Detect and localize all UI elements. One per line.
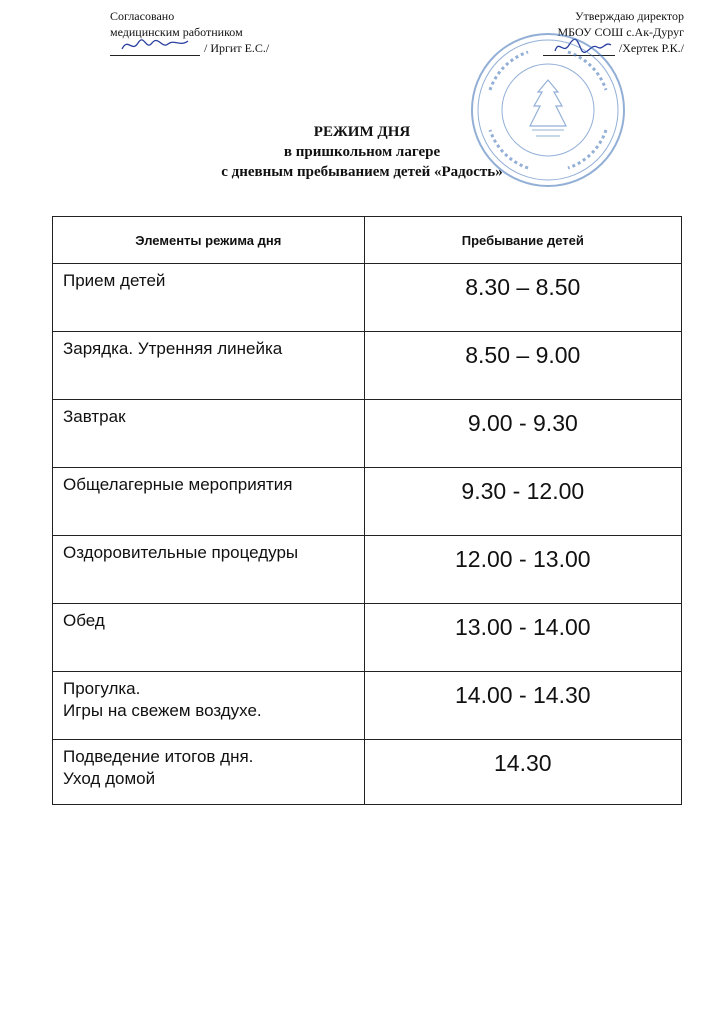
table-header-row <box>53 217 682 264</box>
table-row <box>53 672 682 740</box>
table-row <box>53 740 682 805</box>
title-line1: РЕЖИМ ДНЯ <box>313 124 411 140</box>
approval-right-signer: /Хертек Р.К./ <box>618 41 684 55</box>
time-cell: 9.00 - 9.30 <box>364 400 681 468</box>
activity-cell: Оздоровительные процедуры <box>53 536 365 604</box>
document-title <box>0 122 724 182</box>
signature-line-left <box>110 41 200 56</box>
time-cell: 8.30 – 8.50 <box>364 264 681 332</box>
signature-left <box>120 35 190 55</box>
time-cell: 14.30 <box>364 740 681 805</box>
table-row <box>53 536 682 604</box>
approval-left-line2: медицинским работником <box>110 25 243 39</box>
approval-left-line1: Согласовано <box>110 9 175 23</box>
time-cell: 14.00 - 14.30 <box>364 672 681 740</box>
title-line3: с дневным пребыванием детей «Радость» <box>221 164 503 180</box>
approval-right-line1: Утверждаю директор <box>575 9 684 23</box>
header-time: Пребывание детей <box>364 217 681 264</box>
approval-right-line2: МБОУ СОШ с.Ак-Дуруг <box>557 25 684 39</box>
title-line2: в пришкольном лагере <box>283 144 441 160</box>
table-row <box>53 468 682 536</box>
activity-cell: Завтрак <box>53 400 365 468</box>
header-activity: Элементы режима дня <box>53 217 365 264</box>
time-cell: 9.30 - 12.00 <box>364 468 681 536</box>
activity-cell: Прогулка. Игры на свежем воздухе. <box>53 672 365 740</box>
activity-cell: Обед <box>53 604 365 672</box>
approval-block-left <box>110 8 269 56</box>
table-row <box>53 400 682 468</box>
approval-left-signer: / Иргит Е.С./ <box>204 41 270 55</box>
time-cell: 13.00 - 14.00 <box>364 604 681 672</box>
table-row <box>53 332 682 400</box>
time-cell: 8.50 – 9.00 <box>364 332 681 400</box>
activity-cell: Общелагерные мероприятия <box>53 468 365 536</box>
table-row <box>53 604 682 672</box>
activity-cell: Подведение итогов дня. Уход домой <box>53 740 365 805</box>
activity-cell: Прием детей <box>53 264 365 332</box>
schedule-table <box>52 216 682 805</box>
table-row <box>53 264 682 332</box>
time-cell: 12.00 - 13.00 <box>364 536 681 604</box>
activity-cell: Зарядка. Утренняя линейка <box>53 332 365 400</box>
